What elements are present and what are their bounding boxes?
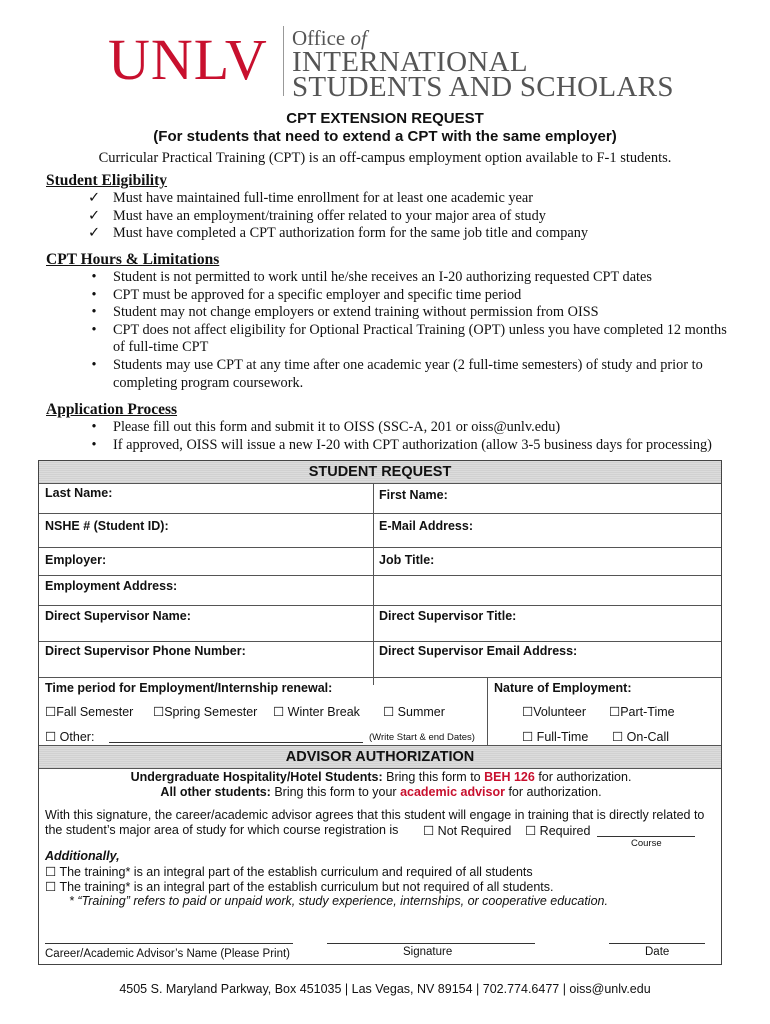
bullet-icon: • (91, 304, 97, 321)
list-item (85, 269, 735, 287)
last-name-field[interactable]: Last Name: (45, 486, 113, 500)
list-item (85, 419, 735, 437)
divider (39, 641, 721, 642)
logo-divider (283, 26, 284, 96)
list-item-text: Student is not permitted to work until he/she receives an I-20 authorizing requested CPT dates (113, 269, 652, 285)
first-name-field[interactable]: First Name: (379, 488, 448, 502)
hospitality-label: Undergraduate Hospitality/Hotel Students: (130, 770, 383, 784)
list-item (85, 322, 735, 357)
fall-semester-checkbox[interactable]: ☐Fall Semester (45, 705, 134, 719)
supervisor-email-field[interactable]: Direct Supervisor Email Address: (379, 644, 578, 658)
unlv-logo: UNLV (108, 27, 268, 92)
bullet-icon: • (91, 286, 97, 303)
part-time-checkbox[interactable]: ☐Part-Time (609, 705, 675, 719)
list-item (85, 304, 735, 322)
of-word: of (350, 26, 367, 50)
hospitality-text-end: for authorization. (534, 770, 632, 784)
checkmark-icon: ✓ (88, 190, 100, 206)
divider (39, 605, 721, 606)
supervisor-phone-field[interactable]: Direct Supervisor Phone Number: (45, 644, 246, 658)
list-item (85, 225, 735, 243)
bullet-icon: • (91, 419, 97, 435)
list-item-text: Must have an employment/training offer related to your major area of study (113, 207, 546, 224)
list-item-text: CPT does not affect eligibility for Optional Practical Training (OPT) unless you have completed 12 months of full-time CPT (113, 321, 727, 356)
training-required-checkbox[interactable]: ☐ The training* is an integral part of the establish curriculum and required of all students (45, 865, 533, 879)
divider (39, 483, 721, 484)
full-time-checkbox[interactable]: ☐ Full-Time (522, 730, 589, 744)
signature-label: Signature (403, 946, 453, 958)
divider (39, 513, 721, 514)
list-item (85, 287, 735, 305)
winter-break-checkbox[interactable]: ☐ Winter Break (273, 705, 360, 719)
advisor-name-line[interactable] (45, 943, 293, 944)
student-request-header: STUDENT REQUEST (39, 461, 721, 483)
course-label: Course (631, 838, 662, 849)
hospitality-instructions (39, 770, 723, 784)
checkmark-icon: ✓ (88, 225, 100, 242)
list-item (85, 190, 735, 208)
employer-field[interactable]: Employer: (45, 553, 107, 567)
beh-126-location: BEH 126 (484, 770, 535, 784)
not-required-checkbox[interactable]: ☐ Not Required (423, 824, 512, 838)
list-item-text: Students may use CPT at any time after one academic year (2 full-time semesters) of study and prior to completing program coursework. (113, 356, 703, 391)
page-title: CPT EXTENSION REQUEST (286, 110, 484, 127)
hospitality-text: Bring this form to (382, 770, 485, 784)
list-item (85, 437, 735, 455)
other-checkbox[interactable]: ☐ Other: (45, 730, 95, 744)
time-period-label: Time period for Employment/Internship renewal: (45, 681, 333, 695)
process-heading: Application Process (46, 401, 178, 418)
office-name-line-2: STUDENTS AND SCHOLARS (292, 71, 674, 103)
email-field[interactable]: E-Mail Address: (379, 519, 474, 533)
list-item-text: CPT must be approved for a specific employer and specific time period (113, 286, 522, 303)
employment-address-field[interactable]: Employment Address: (45, 579, 181, 593)
signature-statement-line-1: With this signature, the career/academic advisor agrees that this student will engage in training that is directly related to (45, 808, 705, 822)
volunteer-checkbox[interactable]: ☐Volunteer (522, 705, 587, 719)
dates-hint: (Write Start & end Dates) (369, 732, 475, 743)
on-call-checkbox[interactable]: ☐ On-Call (612, 730, 670, 744)
list-item-text: Please fill out this form and submit it to OISS (SSC-A, 201 or oiss@unlv.edu) (113, 419, 561, 435)
supervisor-title-field[interactable]: Direct Supervisor Title: (379, 609, 517, 623)
footer-address: 4505 S. Maryland Parkway, Box 451035 | Las Vegas, NV 89154 | 702.774.6477 | oiss@unlv.edu (119, 982, 651, 996)
divider (39, 575, 721, 576)
date-label: Date (645, 946, 670, 958)
checkmark-icon: ✓ (88, 207, 100, 224)
nshe-id-field[interactable]: NSHE # (Student ID): (45, 519, 169, 533)
spring-semester-checkbox[interactable]: ☐Spring Semester (153, 705, 258, 719)
other-dates-line[interactable] (109, 742, 363, 743)
signature-line[interactable] (327, 943, 535, 944)
process-list (85, 419, 735, 454)
eligibility-list (85, 190, 735, 243)
list-item-text: Must have maintained full-time enrollment for at least one academic year (113, 190, 534, 206)
divider (39, 677, 721, 678)
other-students-text-end: for authorization. (504, 785, 602, 799)
list-item-text: If approved, OISS will issue a new I-20 with CPT authorization (allow 3-5 business days for processing) (113, 436, 712, 453)
course-line[interactable] (597, 836, 695, 837)
list-item (85, 208, 735, 226)
bullet-icon: • (91, 436, 97, 453)
list-item (85, 357, 735, 392)
column-divider (487, 677, 488, 745)
bullet-icon: • (91, 356, 97, 373)
academic-advisor-link[interactable]: academic advisor (400, 785, 505, 799)
bullet-icon: • (91, 321, 97, 338)
intro-text: Curricular Practical Training (CPT) is an off-campus employment option available to F-1 students. (98, 150, 672, 166)
divider (39, 547, 721, 548)
other-students-instructions (39, 785, 723, 799)
other-students-text: Bring this form to your (270, 785, 401, 799)
page-subtitle: (For students that need to extend a CPT with the same employer) (153, 128, 617, 145)
bullet-icon: • (91, 269, 97, 285)
office-name-line-1: INTERNATIONAL (292, 46, 528, 78)
other-students-label: All other students: (160, 785, 271, 799)
date-line[interactable] (609, 943, 705, 944)
summer-checkbox[interactable]: ☐ Summer (383, 705, 445, 719)
required-checkbox[interactable]: ☐ Required (525, 824, 591, 838)
training-footnote: * “Training” refers to paid or unpaid work, study experience, internships, or cooperative education. (69, 894, 608, 908)
nature-of-employment-label: Nature of Employment: (494, 681, 632, 695)
signature-statement-line-2: the student’s major area of study for which course registration is (45, 823, 399, 837)
supervisor-name-field[interactable]: Direct Supervisor Name: (45, 609, 191, 623)
advisor-name-label: Career/Academic Advisor’s Name (Please Print) (45, 948, 290, 960)
advisor-authorization-header: ADVISOR AUTHORIZATION (39, 745, 721, 769)
hours-heading: CPT Hours & Limitations (46, 251, 220, 268)
eligibility-heading: Student Eligibility (46, 172, 168, 189)
training-not-required-checkbox[interactable]: ☐ The training* is an integral part of the establish curriculum but not required of all students. (45, 880, 554, 894)
list-item-text: Student may not change employers or extend training without permission from OISS (113, 304, 599, 321)
list-item-text: Must have completed a CPT authorization form for the same job title and company (113, 225, 588, 242)
job-title-field[interactable]: Job Title: (379, 553, 435, 567)
hours-list (85, 269, 735, 392)
additionally-heading: Additionally, (45, 849, 120, 863)
request-form (38, 460, 722, 965)
office-word: Office (292, 26, 346, 50)
